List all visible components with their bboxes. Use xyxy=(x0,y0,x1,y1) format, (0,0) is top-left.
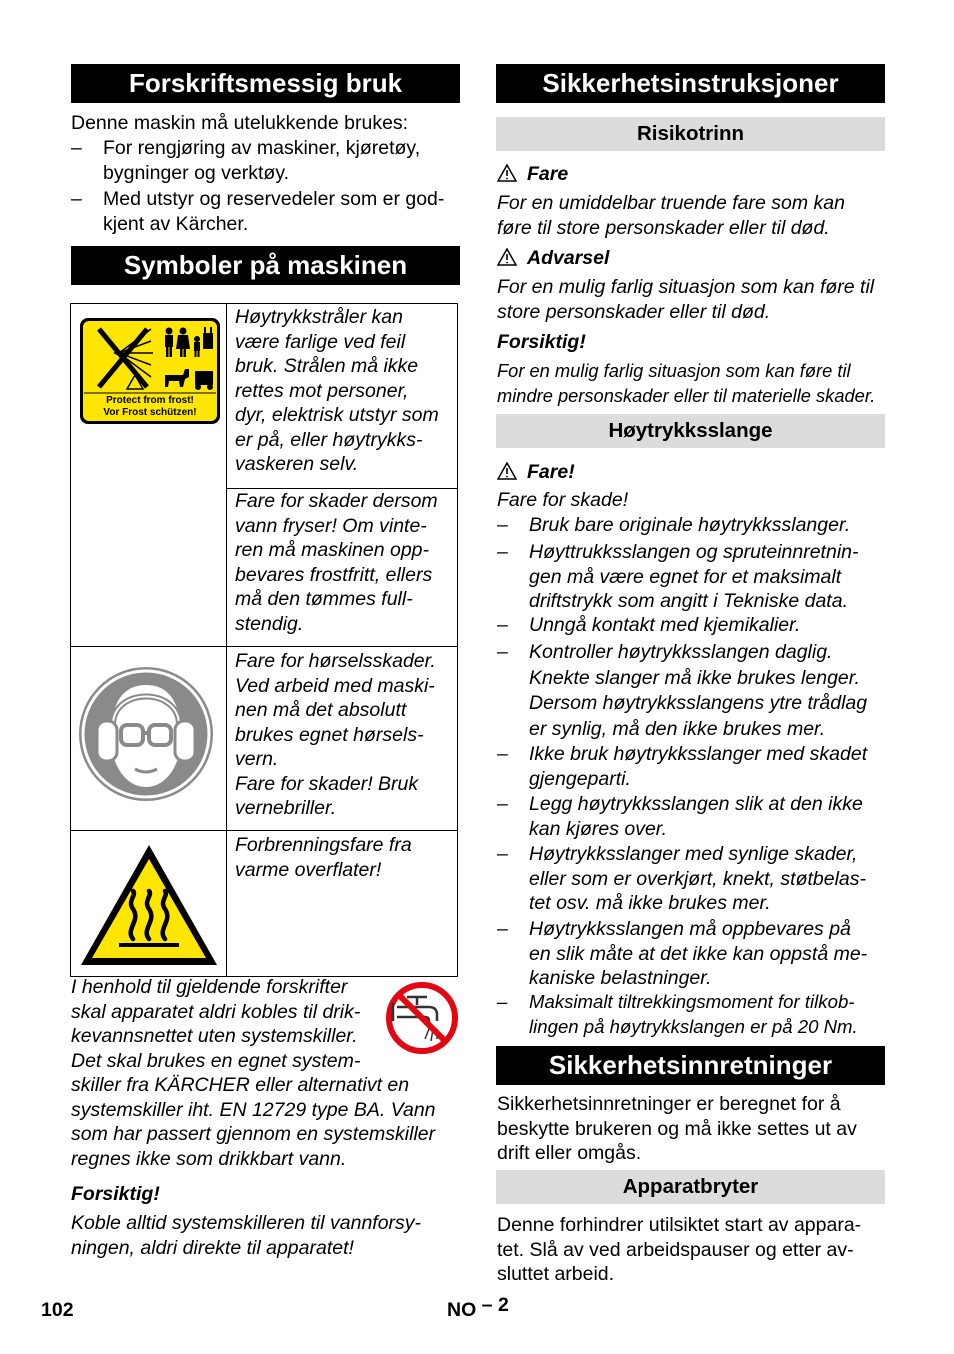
list-item: – Unngå kontakt med kjemikalier. xyxy=(497,614,801,636)
danger-label-hose: Fare! xyxy=(497,460,575,485)
list-item: – Maksimalt tiltrekkingsmoment for tilkob- lingen på høytrykkslangen er på 20 Nm. xyxy=(497,991,858,1037)
section-heading-safety-instructions: Sikkerhetsinstruksjoner xyxy=(496,64,885,103)
list-item: – Bruk bare originale høytrykksslanger. xyxy=(497,514,851,536)
list-item: – Høytrykksslangen må oppbevares på en slik måte at det ikke kan oppstå me- kaniske belastninger. xyxy=(497,918,868,989)
symbol-description-4: Forbrenningsfare fra varme overflater! xyxy=(235,834,412,881)
subheading-device-switch: Apparatbryter xyxy=(496,1170,885,1204)
hose-danger-intro: Fare for skade! xyxy=(497,489,629,511)
hot-surface-warning-icon xyxy=(79,843,219,967)
safety-devices-text: Sikkerhetsinnretninger er beregnet for å beskytte brukeren og må ikke settes ut av drift eller omgås. xyxy=(497,1093,857,1164)
subheading-high-pressure-hose: Høytrykksslange xyxy=(496,414,885,448)
list-item: – Høyttrukksslangen og spruteinnretnin- gen må være egnet for et maksimalt driftstrykk som angitt i Tekniske data. xyxy=(497,541,859,612)
section-heading-safety-devices: Sikkerhetsinnretninger xyxy=(496,1046,885,1085)
high-pressure-warning-sticker-icon xyxy=(79,317,221,425)
hearing-eye-protection-icon xyxy=(77,665,215,803)
list-item: – Høytrykksslanger med synlige skader, eller som er overkjørt, knekt, støtbelas- tet osv. må ikke brukes mer. xyxy=(497,843,867,914)
subheading-risk-levels: Risikotrinn xyxy=(496,117,885,151)
warning-triangle-icon xyxy=(497,248,517,266)
list-item-line: Med utstyr og reservedeler som er god- xyxy=(103,188,445,210)
warning-text: For en mulig farlig situasjon som kan føre til store personskader eller til død. xyxy=(497,276,875,323)
symbol-description-3: Fare for hørselsskader. Ved arbeid med maski- nen må det absolutt brukes egnet hørsels- vern. Fare for skader! Bruk vernebriller. xyxy=(235,650,436,819)
warning-triangle-icon xyxy=(497,164,517,182)
list-item-line: bygninger og verktøy. xyxy=(103,162,290,184)
section-heading-symbols: Symboler på maskinen xyxy=(71,246,460,285)
list-item: – Ikke bruk høytrykksslanger med skadet gjengeparti. xyxy=(497,743,868,790)
caution-text: Koble alltid systemskilleren til vannforsy- ningen, aldri direkte til apparatet! xyxy=(71,1212,422,1259)
list-item: – Legg høytrykksslangen slik at den ikke kan kjøres over. xyxy=(497,793,863,840)
warning-triangle-icon xyxy=(497,462,517,480)
caution-text-right: For en mulig farlig situasjon som kan føre til mindre personskader eller til materielle skader. xyxy=(497,360,876,406)
danger-text: For en umiddelbar truende fare som kan føre til store personskader eller til død. xyxy=(497,192,845,239)
list-item: – Kontroller høytrykksslangen daglig. Knekte slanger må ikke brukes lenger. Dersom høytrykksslangens ytre trådlag er synlig, må den ikke brukes mer. xyxy=(497,641,868,740)
symbol-description-2: Fare for skader dersom vann fryser! Om vinte- ren må maskinen opp- bevares frostfritt, ellers må den tømmes full- stendig. xyxy=(235,490,438,635)
symbol-description-1: Høytrykkstråler kan være farlige ved feil bruk. Strålen må ikke rettes mot personer, dyr, elektrisk utstyr som er på, eller høytrykks- vaskeren selv. xyxy=(235,306,439,475)
list-item: – Med utstyr og reservedeler som er god- kjent av Kärcher. xyxy=(71,188,445,235)
caution-label: Forsiktig! xyxy=(71,1183,160,1205)
intended-use-intro: Denne maskin må utelukkende brukes: xyxy=(71,112,409,134)
system-separator-text: I henhold til gjeldende forskrifter skal apparatet aldri kobles til drik- kevannsnettet uten systemskiller. Det skal brukes en egnet system- skiller fra KÄRCHER eller alternativt en systemskiller iht. EN 12729 type BA. Vann som har passert gjennom en systemskiller regnes ikke som drikkbart vann. xyxy=(71,976,436,1170)
sticker-text-line: Protect from frost! xyxy=(106,395,194,406)
list-item-line: kjent av Kärcher. xyxy=(103,213,249,235)
footer-language: NO – 2 xyxy=(447,1294,509,1321)
device-switch-text: Denne forhindrer utilsiktet start av appara- tet. Slå av ved arbeidspauser og etter av- sluttet arbeid. xyxy=(497,1214,862,1285)
page-number: 102 xyxy=(41,1299,74,1321)
sticker-text-line: Vor Frost schützen! xyxy=(103,407,197,418)
list-item-line: For rengjøring av maskiner, kjøretøy, xyxy=(103,137,421,159)
warning-label: Advarsel xyxy=(497,246,609,271)
section-heading-intended-use: Forskriftsmessig bruk xyxy=(71,64,460,103)
caution-label-right: Forsiktig! xyxy=(497,331,586,353)
danger-label: Fare xyxy=(497,162,568,187)
list-item: – For rengjøring av maskiner, kjøretøy, bygninger og verktøy. xyxy=(71,137,421,184)
